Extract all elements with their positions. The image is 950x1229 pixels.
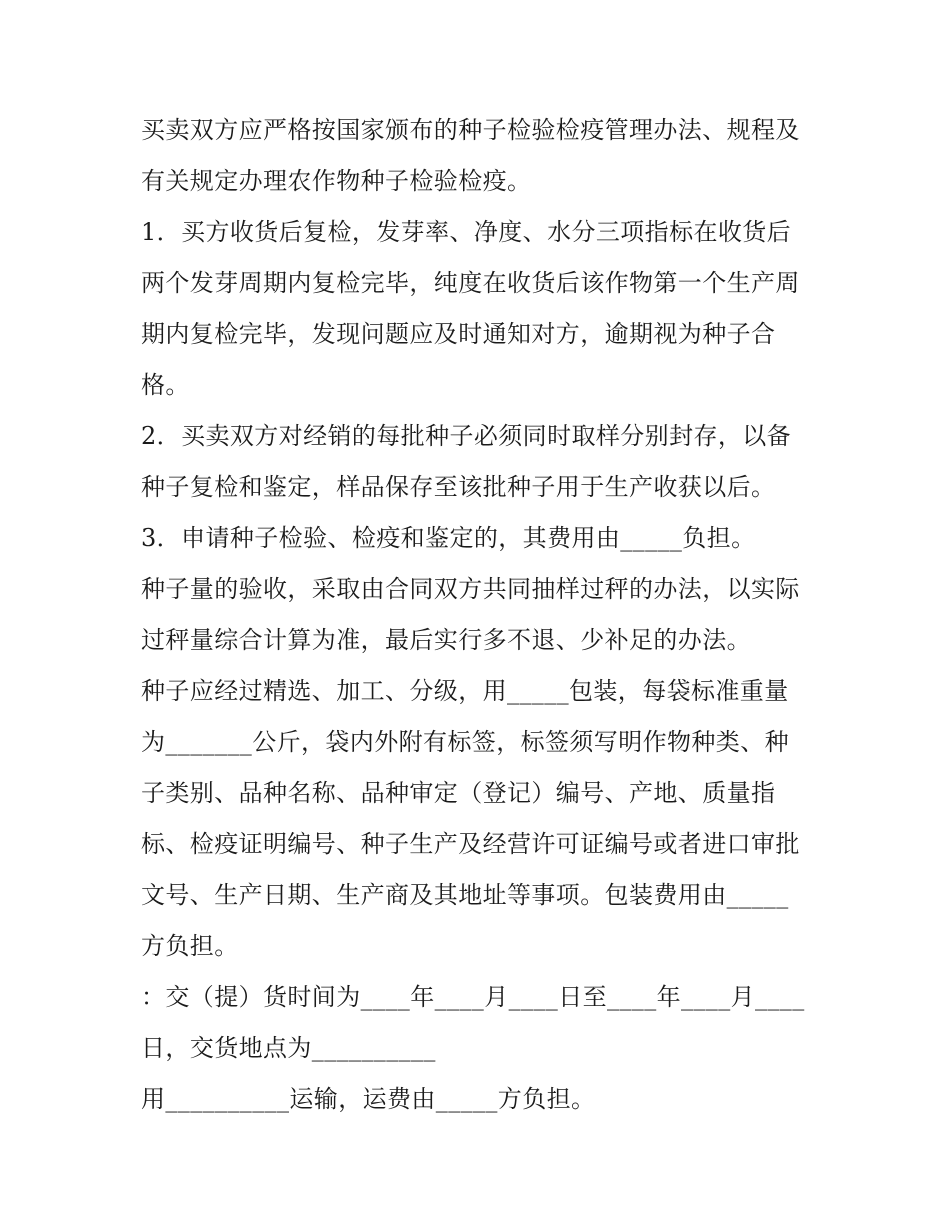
text-line: 格。 xyxy=(141,371,190,399)
text-line: 2．买卖双方对经销的每批种子必须同时取样分别封存，以备 xyxy=(141,422,792,450)
text-line: 子类别、品种名称、品种审定（登记）编号、产地、质量指 xyxy=(141,779,776,807)
text-line: 过秤量综合计算为准，最后实行多不退、少补足的办法。 xyxy=(141,626,751,654)
contract-text-body xyxy=(141,105,821,1125)
text-line: 期内复检完毕，发现问题应及时通知对方，逾期视为种子合 xyxy=(141,320,776,348)
text-line: 买卖双方应严格按国家颁布的种子检验检疫管理办法、规程及 xyxy=(141,116,800,144)
text-line: 文号、生产日期、生产商及其地址等事项。包装费用由_____ xyxy=(141,881,789,909)
text-line: 标、检疫证明编号、种子生产及经营许可证编号或者进口审批 xyxy=(141,830,800,858)
text-line: 日，交货地点为__________ xyxy=(141,1034,436,1062)
text-line: ：交（提）货时间为____年____月____日至____年____月____ xyxy=(141,983,805,1011)
text-line: 1．买方收货后复检，发芽率、净度、水分三项指标在收货后 xyxy=(141,218,792,246)
text-line: 为_______公斤，袋内外附有标签，标签须写明作物种类、种 xyxy=(141,728,789,756)
text-line: 用__________运输，运费由_____方负担。 xyxy=(141,1085,596,1113)
text-line: 种子量的验收，采取由合同双方共同抽样过秤的办法，以实际 xyxy=(141,575,800,603)
text-line: 两个发芽周期内复检完毕，纯度在收货后该作物第一个生产周 xyxy=(141,269,800,297)
text-line: 方负担。 xyxy=(141,932,239,960)
text-line: 3．申请种子检验、检疫和鉴定的，其费用由_____负担。 xyxy=(141,524,756,552)
text-line: 种子复检和鉴定，样品保存至该批种子用于生产收获以后。 xyxy=(141,473,776,501)
text-line: 种子应经过精选、加工、分级，用_____包装，每袋标准重量 xyxy=(141,677,789,705)
text-line: 有关规定办理农作物种子检验检疫。 xyxy=(141,167,532,195)
